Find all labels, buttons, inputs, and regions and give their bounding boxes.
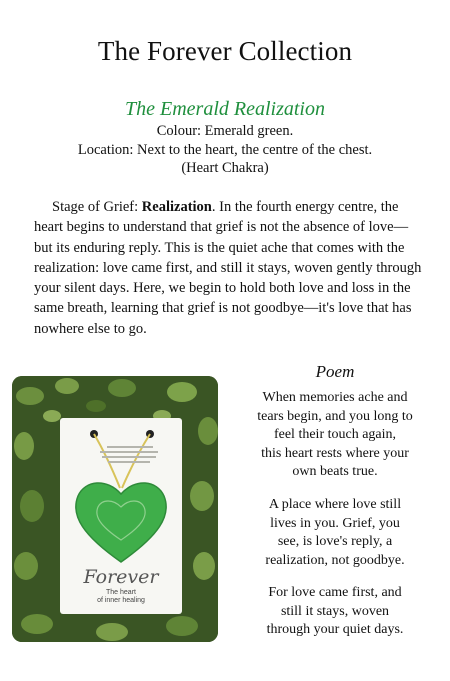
- poem-stanza-2: [232, 496, 438, 570]
- card-tagline-line-2: of inner healing: [97, 597, 145, 604]
- colour-line: Colour: Emerald green.: [156, 123, 294, 139]
- poem-line: own beats true.: [292, 464, 378, 479]
- poem-stanza-1: [232, 389, 438, 482]
- stage-name: Realization: [141, 199, 212, 215]
- product-photo: [12, 376, 218, 642]
- poem-line: still it stays, woven: [280, 603, 390, 619]
- card-tagline: [60, 589, 182, 605]
- chakra-details: [0, 122, 450, 178]
- poem-line: this heart rests where your: [261, 445, 409, 461]
- page-title: The Forever Collection: [97, 36, 353, 66]
- card-tagline-line-1: The heart: [106, 589, 136, 596]
- poem-line: For love came first, and: [268, 585, 402, 600]
- stage-intro: Stage of Grief:: [52, 199, 142, 215]
- poem-title: Poem: [315, 362, 355, 381]
- poem-line: see, is love's reply, a: [277, 534, 393, 549]
- poem-line: A place where love still: [268, 497, 402, 512]
- poem-line: feel their touch again,: [273, 427, 397, 442]
- chakra-line: (Heart Chakra): [181, 160, 269, 176]
- description-text: . In the fourth energy centre, the heart begins to understand that grief is not the absence of love—but its enduring reply. This is the quiet ache that comes with the realization: love came first, and still it stays, woven gently through your silent days. Here, we begin to hold both love and loss in the same breath, learning that grief is not goodbye—it's love that has nowhere else to go.: [34, 199, 422, 337]
- poem-line: tears begin, and you long to: [257, 408, 413, 424]
- poem-stanza-3: [232, 584, 438, 640]
- description-paragraph: [34, 197, 424, 339]
- poem-line: realization, not goodbye.: [265, 552, 405, 568]
- poem-line: lives in you. Grief, you: [270, 515, 400, 531]
- section-subtitle: The Emerald Realization: [125, 98, 325, 120]
- location-line: Location: Next to the heart, the centre of the chest.: [77, 141, 373, 158]
- card-brand: Forever: [83, 566, 159, 588]
- poem-line: When memories ache and: [262, 390, 408, 405]
- poem-line: through your quiet days.: [266, 622, 404, 637]
